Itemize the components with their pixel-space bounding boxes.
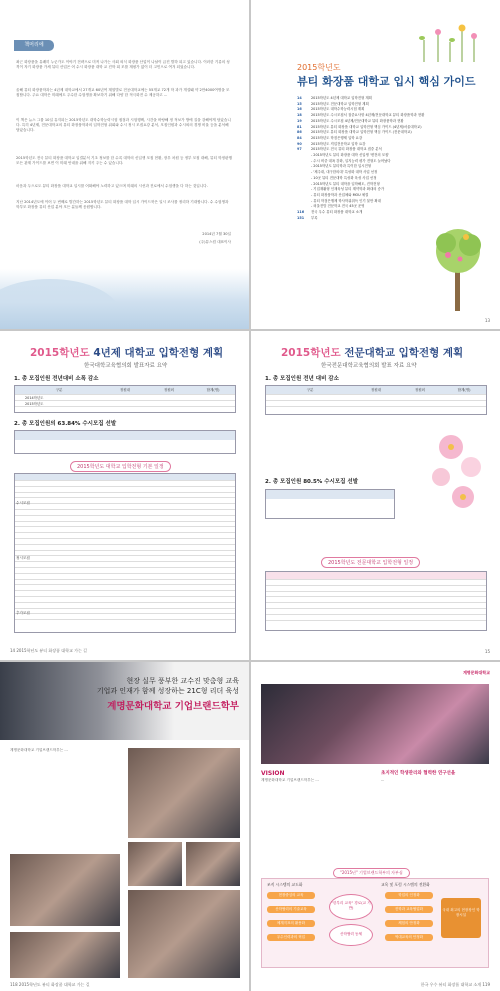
page-footer: 한국 우수 뷰티 화장품 대학교 소개 119: [420, 982, 490, 987]
page-4year-plan: [0, 331, 249, 660]
table-of-contents: [297, 96, 457, 221]
watercolor-decoration: [0, 269, 249, 329]
schedule-table: [265, 571, 487, 631]
toc-label: 2015학년도 뷰티 화장품 대학교 입학전형 핵심 가이드 (전문대학교): [311, 130, 412, 135]
toc-label: - 2015학년도 뷰티학과 특이한 입시전형: [311, 164, 372, 169]
section-heading: 2. 총 모집인원 80.5% 수시모집 선발: [265, 479, 359, 485]
toc-label: - 10곳 뷰티 전문대학 특성화 육성 사업 선정: [311, 175, 377, 180]
toc-page: 15: [297, 101, 302, 106]
preface-paragraph: 마음과 두으로도 뷰티 화장품 대학교 입시를 어떠해야 노력하고 있으며 미래의 시선과 진로에서 수험생을 다 하는 것입니다.: [16, 184, 208, 188]
page-preface: [0, 0, 249, 329]
toc-label: 전국 우수 뷰티 화장품 대학교 소개: [311, 210, 363, 215]
page-college-plan: [251, 331, 500, 660]
section-heading: 1. 총 모집인원 전년 대비 감소: [265, 376, 339, 382]
left-column-title: 조직 시스템의 교도화: [267, 882, 303, 887]
page-college-vision: [251, 662, 500, 991]
toc-page: 86: [297, 130, 302, 135]
toc-label: - 기업재활형 인재육성 뷰티 계약학과 확대의 증가: [311, 187, 385, 192]
toc-page: 90: [297, 141, 302, 146]
toc-page: 97: [297, 147, 302, 152]
enrollment-table: 구분 정원내 정원외 합계(명): [265, 385, 487, 415]
college-logo: 계명문화대학교: [462, 670, 490, 675]
photo: [10, 932, 120, 978]
group-label: 추가모집: [16, 611, 30, 615]
enrollment-table: 구분 정원내 정원외 합계(명) 2014학년도 2015학년도: [14, 385, 236, 413]
diagram-item: 산학협력의 기술교육: [267, 906, 315, 913]
diagram-center: "한부리 교육" 경로(교 기반): [329, 894, 373, 920]
photo: [128, 890, 240, 978]
plan-subtitle: 한국전문대학교육협의회 발표 자료 요약: [321, 363, 417, 369]
intro-text: 계명문화대학교 기업브랜드학부는 ...: [10, 748, 68, 752]
toc-label: 2015학년도 직업전문학교 입학 요강: [311, 141, 366, 146]
schedule-heading: 2015학년도 대학교 입학전형 기본 일정: [70, 461, 171, 472]
guide-year: 2015학년도: [297, 63, 341, 72]
page-number: 13: [484, 318, 490, 323]
diagram-item: 체험의 안정화: [385, 920, 433, 927]
section-heading: 1. 총 모집인원 전년대비 소폭 감소: [14, 376, 99, 382]
vision-heading: VISION: [261, 770, 285, 777]
diagram-item: 현장중심의 교육: [267, 892, 315, 899]
toc-page: 16: [297, 107, 302, 112]
preface-tab: 책머리에: [14, 40, 54, 51]
plan-title: 2015학년도 전문대학교 입학전형 계획: [281, 347, 464, 359]
early-admission-table: [265, 489, 395, 519]
diagram-center: 산학협력 동체: [329, 924, 373, 946]
page-footer: 118 2015학년도 뷰티 화장품 대학교 가는 길: [10, 982, 90, 987]
toc-page: 14: [297, 96, 302, 100]
plan-title: 2015학년도 4년제 대학교 입학전형 계획: [30, 347, 224, 359]
preface-date: 2014년 7월 30일: [202, 232, 231, 236]
toc-label: 2015학년도 대학수학능력시험 계획: [311, 107, 365, 112]
toc-label: 부록: [311, 215, 318, 220]
right-column-title: 교육 및 포럼 시스템의 전환화: [381, 882, 430, 887]
early-admission-table: [14, 430, 236, 454]
plan-subtitle: 한국대학교육협의회 발표자료 요약: [84, 363, 168, 369]
toc-label: - 2015학년도 뷰티 화장품 대학 신입생 '변전의 모집': [311, 153, 390, 158]
banner-tagline: 현장 실무 풍부한 교수진 맞춤형 교육 기업과 인재가 함께 성장하는 21C형 리더 육성: [96, 677, 239, 695]
photo: [186, 842, 240, 886]
toc-label: 2015학년도 4년제 대학교 입학전형 계획: [311, 96, 372, 100]
preface-paragraph: 올해 뷰티 화장품학과는 4년제 대학교에서 27개교 60년여 계열별로 전공대학교에는 55개교 72개 학 과가 개설돼 약 2만4000여명을 모집합니다. 주요 대학은 미래에도 주수한 수험생을 확보하기 위해 다양 한 적극화전 수 제공하고 ...: [16, 88, 230, 98]
diagram-item: 역대교육의 안정화: [385, 934, 433, 941]
group-label: 수시모집: [16, 501, 30, 505]
feature-text: ...: [381, 778, 385, 782]
photo: [128, 748, 240, 838]
page-college-intro: [0, 662, 249, 991]
toc-page: 19: [297, 118, 302, 123]
tree-decoration: [426, 217, 490, 317]
toc-label: 2015학년도 전문대학교 입학전형 계획: [311, 101, 369, 106]
toc-page: 18: [297, 113, 302, 118]
toc-label: - 2015학년도 뷰티 대학을 입학해도, 진학전형: [311, 181, 380, 186]
toc-label: 2015학년도 뷰티 화장품 대학교 입학전형 핵심 가이드 (4년제/서울대학교): [311, 124, 422, 129]
preface-paragraph: 2015학년도 전국 뷰티 화장품 대학교 입결분석 기초 정보를 한 수록 대학의 신입생 모집 현황, 장우 차원 등 정부 모집 대해, 뷰티 학정판행 모든 관계 가이드를 보면 이 미래 안내을 위해 지키 주는 수 있습니다.: [16, 156, 232, 166]
toc-label: 2015학년도 학점은행제 입학 요강: [311, 135, 363, 140]
vision-text: 계명문화대학교 기업브랜드학부는 ...: [261, 778, 319, 782]
sprouts-decoration: [416, 12, 486, 62]
page-contents: [251, 0, 500, 329]
toc-label: - '제주대, 대구한의대' 특성화 대학 사업 선정: [311, 170, 378, 175]
toc-label: - 외울전망 전문학교 전국 45곳 운영: [311, 204, 365, 209]
banner-title: 계명문화대학교 기업브랜드학부: [107, 701, 239, 712]
photo: [10, 854, 120, 926]
preface-paragraph: 지난 2014년도에 이어 두 번째로 발간하는 2015학년도 뷰티 화장품 대학 입시 가이드북은 일시 조사를 정리하 기대합니다. 수 수험생과 학부모 화장품 뷰티 산업 분야 모든 분들께 응원합니다.: [16, 200, 229, 210]
page-number: 15: [484, 649, 490, 654]
toc-label: - 뷰티 학점은행제 학사학위취득 인기 불만 확대: [311, 198, 381, 203]
diagram-item: 학업의 인정화: [385, 892, 433, 899]
flowers-decoration: [401, 427, 491, 547]
photo: [128, 842, 182, 886]
diagram-item: 체계지표의 활용화: [267, 920, 315, 927]
diagram-item: 우수인력과의 혁업: [267, 934, 315, 941]
section-heading: 2. 총 모집인원의 63.84% 수시모집 선발: [14, 421, 117, 427]
preface-paragraph: 이 책은 뉴스 그룹 10일 유지되는 2015학년도 대학수학능력시험 접점과 시험행택, 시간을 바탕해 정 적보가 방에 질을 강해야게 담았습니다. 특히 4년제, 전문대학교의 뷰티 화장품학과의 입학전형 위회와 수시 정시 모집요강 분석, 모집인원과 수시외의 경쟁 비율 등을 분석해 담았습니다.: [16, 118, 231, 133]
classroom-photo: [261, 684, 489, 764]
toc-page: 84: [297, 135, 302, 140]
toc-label: 2015학년도 수시모집서 접중요사항 4년제/전문대학교 뷰티 화장품학과 현황: [311, 113, 425, 118]
toc-page: 81: [297, 124, 302, 129]
schedule-heading: 2015학년도 전문대학교 입학전형 일정: [321, 557, 420, 568]
toc-label: - 수시 비중 대폭 강화, 일지능력 평가 전형도 늘어났다: [311, 158, 391, 163]
toc-label: 2015학년도 전국 뷰티 화장품 대학교 집중 분석: [311, 147, 382, 152]
diagram-item: 진학과 교육협업화: [385, 906, 433, 913]
preface-paragraph: 최근 화장품을 유쾌히 누군가도 이야기 전략으로 미적 나가는 사회 외식 화장품 산업이 나날이 급진 발하 되고 있습니다. 이러한 기류의 성격이 자기 화장품 가세 뷰티 산업은 어 수시 화장품 대학 교 진학 희 모를 재평가 없이 더 고민으로 여겨 되었습니다.: [16, 60, 230, 70]
guide-title: 뷰티 화장품 대학교 입시 핵심 가이드: [297, 75, 476, 88]
preface-signature: (주)뷰스컴 대표이사: [199, 240, 231, 244]
toc-label: 2015학년도 수시모집 4년제/전문대학교 뷰티 화장품학과 현황: [311, 118, 404, 123]
page-footer: 14 2015학년도 뷰티 화장품 대학교 가는 길: [10, 648, 88, 653]
schedule-table: [14, 473, 236, 633]
diagram-badge: 국내 최고의 현장장인 학장시설: [441, 898, 481, 938]
feature-heading: 초지적인 학생관리와 협력한 연구선을: [381, 771, 456, 776]
toc-page: 116: [297, 210, 305, 215]
toc-label: - 뷰티 화장품학과 산업체와 MOU 체결: [311, 192, 369, 197]
group-label: 정시모집: [16, 556, 30, 560]
toc-page: 151: [297, 215, 305, 220]
diagram-title: "2015년" 기업브랜드학부의 자부심: [333, 868, 410, 878]
